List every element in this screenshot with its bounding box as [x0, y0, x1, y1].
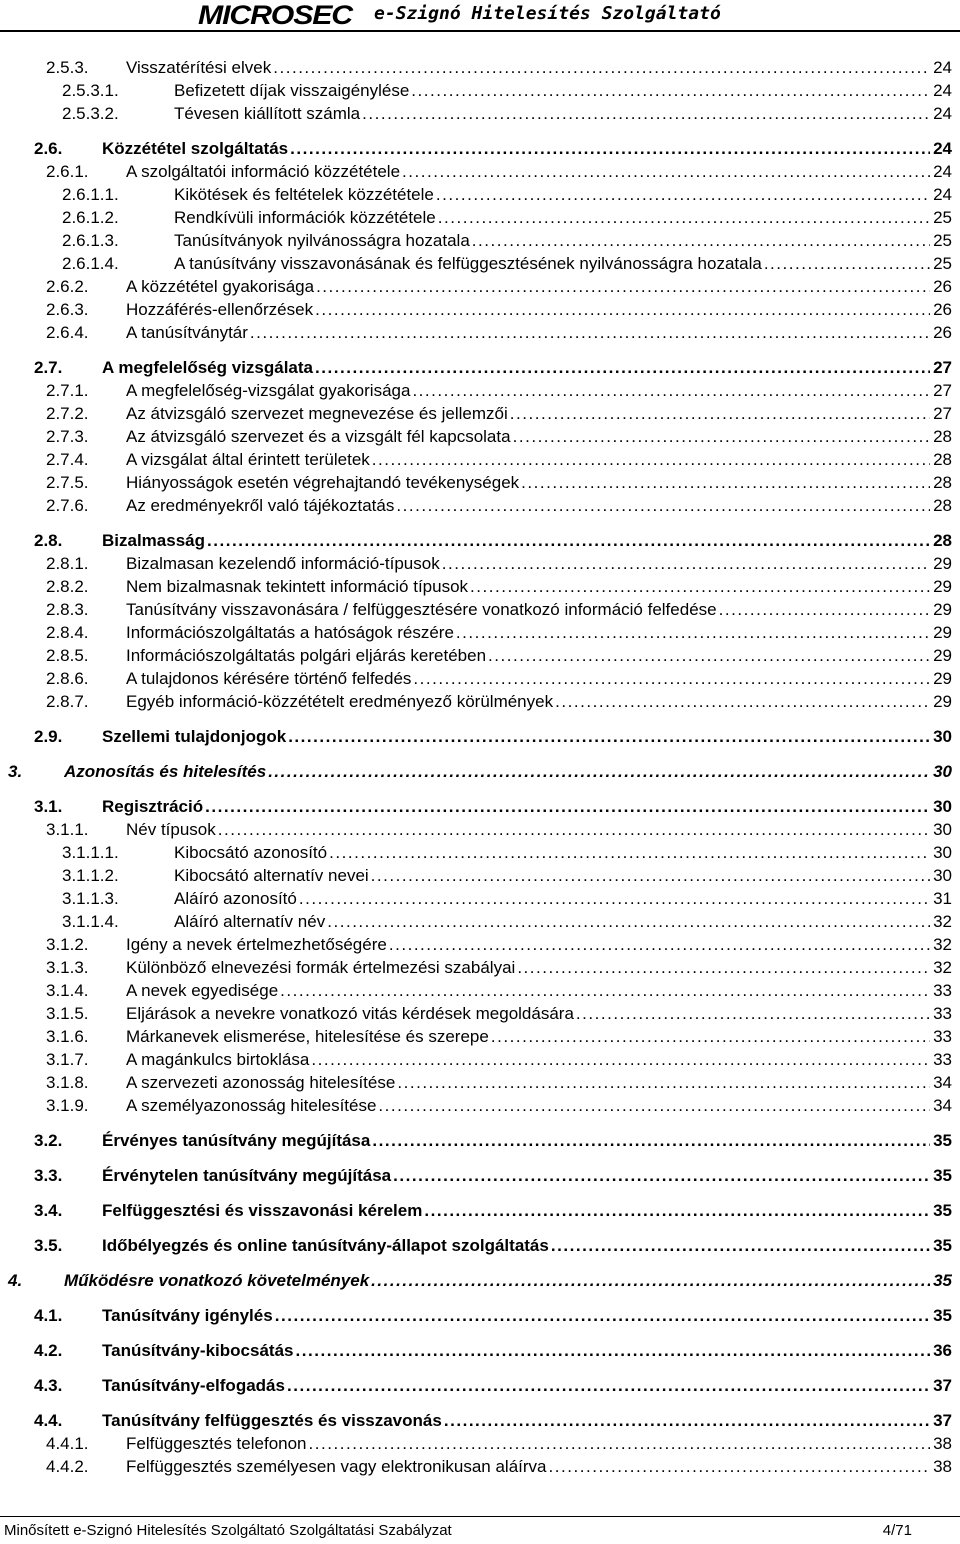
toc-dot-leader: [472, 231, 930, 251]
toc-entry-title: Befizetett díjak visszaigénylése: [174, 81, 410, 100]
toc-entry-title: Felfüggesztés személyesen vagy elektronikusan aláírva: [126, 1457, 547, 1476]
toc-entry-title: Kibocsátó alternatív nevei: [174, 866, 369, 885]
toc-entry-page: 24: [930, 162, 952, 182]
toc-entry-page: 25: [930, 231, 952, 251]
toc-entry-title: Érvényes tanúsítvány megújítása: [102, 1131, 371, 1150]
toc-entry-title: Különböző elnevezési formák értelmezési szabályai: [126, 958, 516, 977]
toc-entry-number: 2.7.5.: [46, 473, 89, 492]
toc-entry[interactable]: [0, 58, 960, 80]
toc-entry-title: Eljárások a nevekre vonatkozó vitás kérdések megoldására: [126, 1004, 574, 1023]
toc-dot-leader: [397, 1073, 930, 1093]
toc-dot-leader: [275, 1306, 930, 1326]
toc-entry[interactable]: [0, 404, 960, 426]
toc-entry-title: A tanúsítvány visszavonásának és felfüggesztésének nyilvánosságra hozatala: [174, 254, 762, 273]
toc-entry-number: 3.5.: [34, 1236, 63, 1255]
toc-entry-page: 38: [930, 1434, 952, 1454]
toc-entry[interactable]: [0, 323, 960, 345]
toc-entry-title: Regisztráció: [102, 797, 204, 816]
toc-entry[interactable]: [0, 692, 960, 714]
toc-dot-leader: [436, 185, 930, 205]
toc-dot-leader: [218, 820, 930, 840]
toc-entry-number: 2.6.1.2.: [62, 208, 119, 227]
toc-dot-leader: [424, 1201, 930, 1221]
toc-entry-page: 24: [930, 104, 952, 124]
toc-entry[interactable]: [0, 1236, 960, 1258]
toc-entry-page: 29: [930, 692, 952, 712]
toc-entry-page: 27: [930, 358, 952, 378]
toc-entry[interactable]: [0, 208, 960, 230]
toc-dot-leader: [207, 531, 930, 551]
toc-entry-number: 3.3.: [34, 1166, 63, 1185]
toc-entry-page: 24: [930, 185, 952, 205]
toc-entry-title: A tulajdonos kérésére történő felfedés: [126, 669, 412, 688]
toc-dot-leader: [438, 208, 930, 228]
toc-dot-leader: [411, 81, 930, 101]
header-divider: [0, 30, 960, 32]
toc-entry-title: A magánkulcs birtoklása: [126, 1050, 310, 1069]
toc-entry-title: A vizsgálat által érintett területek: [126, 450, 370, 469]
toc-entry[interactable]: [0, 162, 960, 184]
toc-entry[interactable]: [0, 1434, 960, 1456]
toc-entry-page: 32: [930, 935, 952, 955]
toc-entry-number: 3.1.1.4.: [62, 912, 119, 931]
toc-entry-title: Bizalmasság: [102, 531, 205, 550]
toc-entry[interactable]: [0, 577, 960, 599]
toc-entry[interactable]: [0, 1306, 960, 1328]
toc-entry[interactable]: [0, 450, 960, 472]
toc-entry-title: A szolgáltatói információ közzététele: [126, 162, 401, 181]
toc-entry[interactable]: [0, 1457, 960, 1479]
toc-entry-title: A tanúsítványtár: [126, 323, 248, 342]
toc-entry-number: 2.8.6.: [46, 669, 89, 688]
toc-entry-page: 36: [930, 1341, 952, 1361]
toc-entry-page: 28: [930, 450, 952, 470]
toc-entry-number: 2.6.: [34, 139, 63, 158]
toc-entry[interactable]: [0, 473, 960, 495]
toc-entry-page: 35: [930, 1131, 952, 1151]
toc-dot-leader: [517, 958, 930, 978]
toc-entry-page: 30: [930, 797, 952, 817]
toc-entry[interactable]: [0, 843, 960, 865]
toc-dot-leader: [268, 762, 930, 782]
toc-entry-title: Az átvizsgáló szervezet megnevezése és jellemzői: [126, 404, 508, 423]
toc-entry[interactable]: [0, 669, 960, 691]
toc-entry-page: 25: [930, 254, 952, 274]
toc-entry-title: Nem bizalmasnak tekintett információ típusok: [126, 577, 469, 596]
toc-entry[interactable]: [0, 81, 960, 103]
toc-entry[interactable]: [0, 1073, 960, 1095]
toc-dot-leader: [444, 1411, 930, 1431]
toc-entry-title: Márkanevek elismerése, hitelesítése és szerepe: [126, 1027, 489, 1046]
toc-entry-number: 4.4.1.: [46, 1434, 89, 1453]
toc-entry-page: 29: [930, 577, 952, 597]
toc-dot-leader: [555, 692, 930, 712]
toc-entry-title: Hiányosságok esetén végrehajtandó tevékenységek: [126, 473, 520, 492]
toc-entry[interactable]: [0, 820, 960, 842]
toc-entry-page: 30: [930, 843, 952, 863]
toc-entry-page: 37: [930, 1411, 952, 1431]
toc-entry-title: A közzététel gyakorisága: [126, 277, 315, 296]
toc-entry-page: 24: [930, 139, 952, 159]
toc-entry[interactable]: [0, 1376, 960, 1398]
toc-dot-leader: [491, 1027, 930, 1047]
toc-entry-number: 2.6.4.: [46, 323, 89, 342]
toc-entry-page: 28: [930, 531, 952, 551]
toc-entry-title: Egyéb információ-közzétételt eredményező körülmények: [126, 692, 554, 711]
toc-entry-page: 29: [930, 623, 952, 643]
toc-entry-title: A megfelelőség vizsgálata: [102, 358, 314, 377]
toc-entry-number: 2.6.3.: [46, 300, 89, 319]
toc-entry-page: 33: [930, 1050, 952, 1070]
toc-dot-leader: [396, 496, 930, 516]
toc-entry-title: Név típusok: [126, 820, 216, 839]
toc-entry[interactable]: [0, 1131, 960, 1153]
toc-entry-page: 32: [930, 958, 952, 978]
toc-entry-title: Tanúsítvány felfüggesztés és visszavonás: [102, 1411, 442, 1430]
toc-entry-page: 29: [930, 554, 952, 574]
toc-entry[interactable]: [0, 623, 960, 645]
microsec-logo: MICROSEC: [198, 0, 353, 30]
toc-entry-number: 2.7.1.: [46, 381, 89, 400]
toc-dot-leader: [402, 162, 930, 182]
toc-entry-page: 26: [930, 300, 952, 320]
toc-entry-number: 2.6.1.1.: [62, 185, 119, 204]
toc-entry-page: 24: [930, 58, 952, 78]
page-header: [0, 0, 960, 32]
toc-dot-leader: [372, 1131, 930, 1151]
toc-entry-number: 3.2.: [34, 1131, 63, 1150]
toc-entry-number: 2.5.3.: [46, 58, 89, 77]
toc-dot-leader: [551, 1236, 930, 1256]
footer-divider: [0, 1516, 960, 1517]
toc-dot-leader: [290, 139, 930, 159]
toc-dot-leader: [413, 669, 930, 689]
toc-dot-leader: [329, 843, 930, 863]
toc-entry-number: 4.3.: [34, 1376, 63, 1395]
toc-entry[interactable]: [0, 381, 960, 403]
toc-entry[interactable]: [0, 185, 960, 207]
toc-entry[interactable]: [0, 231, 960, 253]
toc-entry-title: Tanúsítvány-kibocsátás: [102, 1341, 294, 1360]
toc-entry-number: 2.6.2.: [46, 277, 89, 296]
toc-entry[interactable]: [0, 797, 960, 819]
toc-entry-number: 3.1.: [34, 797, 63, 816]
toc-entry[interactable]: [0, 912, 960, 934]
toc-dot-leader: [287, 1376, 930, 1396]
toc-entry-title: Bizalmasan kezelendő információ-típusok: [126, 554, 440, 573]
toc-entry-number: 3.1.7.: [46, 1050, 89, 1069]
toc-entry-title: A szervezeti azonosság hitelesítése: [126, 1073, 396, 1092]
toc-entry-page: 26: [930, 277, 952, 297]
toc-entry-number: 2.5.3.1.: [62, 81, 119, 100]
toc-entry-page: 33: [930, 1004, 952, 1024]
toc-entry[interactable]: [0, 1341, 960, 1363]
toc-entry-title: A nevek egyedisége: [126, 981, 279, 1000]
toc-entry-number: 2.8.2.: [46, 577, 89, 596]
toc-dot-leader: [288, 727, 930, 747]
toc-entry-number: 3.4.: [34, 1201, 63, 1220]
toc-entry-page: 33: [930, 981, 952, 1001]
toc-dot-leader: [315, 358, 930, 378]
toc-entry-page: 37: [930, 1376, 952, 1396]
toc-entry-title: Kibocsátó azonosító: [174, 843, 328, 862]
toc-dot-leader: [442, 554, 930, 574]
toc-entry-page: 35: [930, 1306, 952, 1326]
toc-dot-leader: [412, 381, 930, 401]
toc-entry-page: 34: [930, 1096, 952, 1116]
toc-entry-page: 33: [930, 1027, 952, 1047]
toc-entry[interactable]: [0, 531, 960, 553]
toc-entry-page: 25: [930, 208, 952, 228]
toc-entry[interactable]: [0, 1166, 960, 1188]
header-title: e-Szignó Hitelesítés Szolgáltató: [374, 3, 721, 24]
toc-entry-title: Tanúsítványok nyilvánosságra hozatala: [174, 231, 470, 250]
toc-entry-title: Visszatérítési elvek: [126, 58, 272, 77]
toc-entry-number: 3.1.8.: [46, 1073, 89, 1092]
toc-entry-page: 29: [930, 646, 952, 666]
toc-entry[interactable]: [0, 554, 960, 576]
toc-entry-page: 38: [930, 1457, 952, 1477]
toc-entry-number: 2.8.3.: [46, 600, 89, 619]
toc-entry-page: 34: [930, 1073, 952, 1093]
toc-entry-title: Az átvizsgáló szervezet és a vizsgált fél kapcsolata: [126, 427, 511, 446]
toc-entry-page: 28: [930, 427, 952, 447]
toc-entry-page: 29: [930, 669, 952, 689]
toc-entry-number: 4.2.: [34, 1341, 63, 1360]
toc-dot-leader: [764, 254, 930, 274]
toc-entry-number: 2.6.1.3.: [62, 231, 119, 250]
toc-entry[interactable]: [0, 358, 960, 380]
toc-dot-leader: [393, 1166, 930, 1186]
toc-dot-leader: [513, 427, 931, 447]
toc-entry-number: 2.7.2.: [46, 404, 89, 423]
toc-entry-page: 30: [930, 727, 952, 747]
toc-entry-title: Működésre vonatkozó követelmények: [64, 1271, 370, 1290]
toc-entry-number: 2.8.1.: [46, 554, 89, 573]
toc-entry[interactable]: [0, 1027, 960, 1049]
toc-entry-title: Azonosítás és hitelesítés: [64, 762, 267, 781]
toc-entry-number: 2.7.3.: [46, 427, 89, 446]
toc-entry[interactable]: [0, 600, 960, 622]
toc-entry-number: 2.8.5.: [46, 646, 89, 665]
toc-entry-number: 3.: [8, 762, 23, 781]
toc-dot-leader: [470, 577, 930, 597]
toc-entry[interactable]: [0, 646, 960, 668]
toc-entry-title: A személyazonosság hitelesítése: [126, 1096, 377, 1115]
toc-entry-title: Aláíró azonosító: [174, 889, 297, 908]
toc-dot-leader: [309, 1434, 931, 1454]
toc-entry-page: 26: [930, 323, 952, 343]
toc-entry-page: 29: [930, 600, 952, 620]
toc-entry[interactable]: [0, 104, 960, 126]
toc-dot-leader: [299, 889, 930, 909]
toc-entry[interactable]: [0, 277, 960, 299]
toc-dot-leader: [316, 277, 930, 297]
toc-entry-number: 3.1.6.: [46, 1027, 89, 1046]
toc-entry[interactable]: [0, 935, 960, 957]
toc-entry-page: 35: [930, 1271, 952, 1291]
toc-entry[interactable]: [0, 254, 960, 276]
toc-dot-leader: [510, 404, 930, 424]
toc-entry[interactable]: [0, 1096, 960, 1118]
toc-entry[interactable]: [0, 1411, 960, 1433]
toc-entry-title: Felfüggesztési és visszavonási kérelem: [102, 1201, 423, 1220]
toc-entry-number: 2.8.4.: [46, 623, 89, 642]
toc-entry-page: 27: [930, 381, 952, 401]
toc-dot-leader: [378, 1096, 930, 1116]
toc-entry-number: 4.1.: [34, 1306, 63, 1325]
toc-entry-title: Információszolgáltatás a hatóságok részére: [126, 623, 454, 642]
toc-entry-number: 2.6.1.4.: [62, 254, 119, 273]
toc-entry-number: 3.1.4.: [46, 981, 89, 1000]
toc-entry-title: Érvénytelen tanúsítvány megújítása: [102, 1166, 392, 1185]
toc-entry[interactable]: [0, 300, 960, 322]
toc-dot-leader: [371, 1271, 930, 1291]
toc-dot-leader: [315, 300, 930, 320]
toc-entry-title: Tévesen kiállított számla: [174, 104, 361, 123]
toc-entry-number: 3.1.1.3.: [62, 889, 119, 908]
toc-entry-page: 35: [930, 1166, 952, 1186]
toc-dot-leader: [327, 912, 930, 932]
toc-entry-number: 2.6.1.: [46, 162, 89, 181]
toc-entry-title: Tanúsítvány igénylés: [102, 1306, 273, 1325]
toc-dot-leader: [372, 450, 930, 470]
toc-dot-leader: [205, 797, 930, 817]
toc-entry-page: 24: [930, 81, 952, 101]
toc-dot-leader: [576, 1004, 930, 1024]
toc-entry[interactable]: [0, 762, 960, 784]
toc-entry-title: Időbélyegzés és online tanúsítvány-állapot szolgáltatás: [102, 1236, 549, 1255]
toc-entry-number: 3.1.1.2.: [62, 866, 119, 885]
toc-entry-page: 35: [930, 1236, 952, 1256]
toc-entry-number: 2.9.: [34, 727, 63, 746]
toc-entry[interactable]: [0, 139, 960, 161]
toc-entry-page: 28: [930, 496, 952, 516]
toc-dot-leader: [389, 935, 930, 955]
toc-dot-leader: [273, 58, 930, 78]
toc-entry-number: 3.1.1.: [46, 820, 89, 839]
toc-entry[interactable]: [0, 1004, 960, 1026]
toc-entry[interactable]: [0, 1050, 960, 1072]
toc-entry-page: 30: [930, 762, 952, 782]
toc-entry-page: 31: [930, 889, 952, 909]
toc-entry-page: 30: [930, 866, 952, 886]
toc-entry-number: 4.4.2.: [46, 1457, 89, 1476]
toc-dot-leader: [371, 866, 930, 886]
toc-entry-title: Szellemi tulajdonjogok: [102, 727, 287, 746]
toc-entry-page: 32: [930, 912, 952, 932]
toc-entry-number: 3.1.5.: [46, 1004, 89, 1023]
toc-dot-leader: [250, 323, 930, 343]
toc-entry-title: Kikötések és feltételek közzététele: [174, 185, 434, 204]
toc-entry-number: 2.7.: [34, 358, 63, 377]
toc-entry-number: 2.7.6.: [46, 496, 89, 515]
toc-entry-title: Aláíró alternatív név: [174, 912, 326, 931]
toc-entry-number: 3.1.3.: [46, 958, 89, 977]
toc-entry-title: Tanúsítvány visszavonására / felfüggesztésére vonatkozó információ felfedése: [126, 600, 717, 619]
toc-entry-title: Közzététel szolgáltatás: [102, 139, 289, 158]
toc-entry[interactable]: [0, 958, 960, 980]
footer-document-title: Minősített e-Szignó Hitelesítés Szolgáltató Szolgáltatási Szabályzat: [4, 1522, 452, 1539]
toc-entry[interactable]: [0, 981, 960, 1003]
toc-entry-title: Tanúsítvány-elfogadás: [102, 1376, 285, 1395]
toc-entry-page: 30: [930, 820, 952, 840]
toc-entry-title: Felfüggesztés telefonon: [126, 1434, 307, 1453]
toc-entry-page: 28: [930, 473, 952, 493]
toc-dot-leader: [295, 1341, 930, 1361]
toc-entry[interactable]: [0, 1271, 960, 1293]
toc-dot-leader: [311, 1050, 930, 1070]
toc-entry-page: 27: [930, 404, 952, 424]
toc-entry-number: 2.8.7.: [46, 692, 89, 711]
toc-entry-number: 2.8.: [34, 531, 63, 550]
toc-entry-title: A megfelelőség-vizsgálat gyakorisága: [126, 381, 411, 400]
toc-entry[interactable]: [0, 866, 960, 888]
toc-entry-title: Az eredményekről való tájékoztatás: [126, 496, 395, 515]
toc-entry-number: 3.1.1.1.: [62, 843, 119, 862]
toc-entry-title: Hozzáférés-ellenőrzések: [126, 300, 314, 319]
toc-dot-leader: [280, 981, 930, 1001]
toc-dot-leader: [719, 600, 930, 620]
toc-entry-number: 2.7.4.: [46, 450, 89, 469]
toc-entry-number: 3.1.2.: [46, 935, 89, 954]
toc-entry-number: 4.4.: [34, 1411, 63, 1430]
toc-entry-number: 3.1.9.: [46, 1096, 89, 1115]
footer-page-number: 4/71: [882, 1522, 912, 1539]
toc-entry[interactable]: [0, 889, 960, 911]
toc-entry-number: 4.: [8, 1271, 23, 1290]
toc-entry-title: Információszolgáltatás polgári eljárás keretében: [126, 646, 487, 665]
toc-entry-title: Igény a nevek értelmezhetőségére: [126, 935, 387, 954]
toc-entry-page: 35: [930, 1201, 952, 1221]
toc-dot-leader: [488, 646, 930, 666]
toc-entry[interactable]: [0, 427, 960, 449]
toc-entry[interactable]: [0, 727, 960, 749]
toc-entry-title: Rendkívüli információk közzététele: [174, 208, 436, 227]
toc-entry[interactable]: [0, 1201, 960, 1223]
toc-entry[interactable]: [0, 496, 960, 518]
toc-dot-leader: [456, 623, 930, 643]
toc-dot-leader: [549, 1457, 931, 1477]
toc-dot-leader: [521, 473, 930, 493]
toc-dot-leader: [362, 104, 930, 124]
toc-entry-number: 2.5.3.2.: [62, 104, 119, 123]
